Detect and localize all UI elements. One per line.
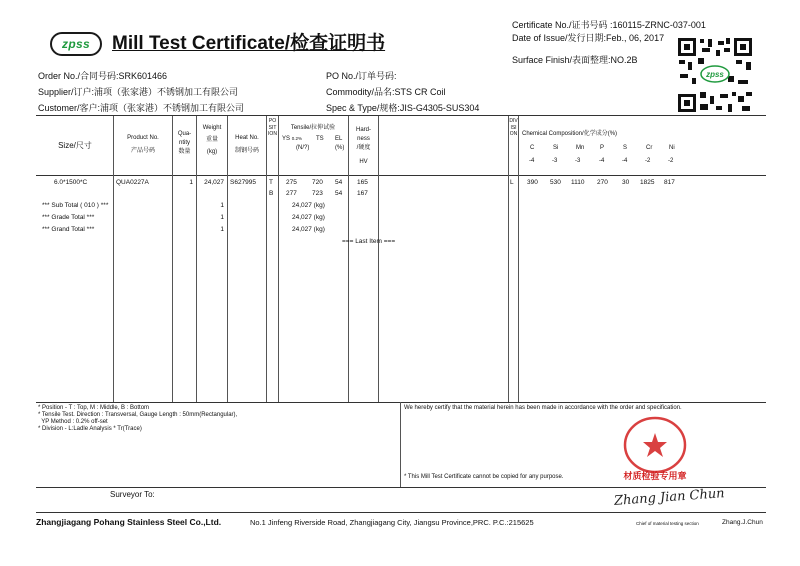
sub-total-label: *** Sub Total ( 010 ) *** (42, 202, 109, 209)
quantity-cell: 1 (189, 179, 193, 186)
date-of-issue (512, 31, 664, 44)
chem-value: 270 (597, 179, 608, 186)
chem-element: Cr (646, 145, 653, 151)
heat-h1: Heat No. (235, 135, 259, 141)
ts-cell: 720 (312, 179, 323, 186)
hard-h1: Hard- (355, 127, 371, 133)
spec-label: Spec & Type/规格: (326, 103, 400, 113)
certify-statement: We hereby certify that the material herein has been made in accordance with the order and specification. (404, 405, 682, 411)
company-address: No.1 Jinfeng Riverside Road, Zhangjiagang City, Jiangsu Province,PRC. P.C.:215625 (250, 518, 534, 527)
chem-exponent: -3 (552, 158, 558, 164)
qty-h3: 数量 (178, 149, 191, 155)
supplier-value: 浦项（张家港）不锈钢加工有限公司 (94, 87, 239, 97)
order-no (38, 69, 167, 82)
position-cell: B (269, 190, 274, 197)
grade-total-qty: 1 (220, 214, 224, 221)
grand-total-qty: 1 (220, 226, 224, 233)
commodity-label: Commodity/品名: (326, 87, 395, 97)
tensile-header: Tensile/拉伸试验 (290, 125, 336, 131)
chem-value: 1110 (571, 179, 585, 186)
surface-finish (512, 53, 638, 66)
ys-label: YS (282, 136, 291, 142)
hardness-header (349, 126, 378, 167)
qty-h1: Qua- (177, 131, 192, 137)
position-cell: T (269, 179, 273, 186)
quantity-header (173, 130, 196, 157)
note-yp: YP Method : 0.2% off-set (38, 419, 108, 425)
ts-header: TS (316, 136, 324, 142)
ys-sub: 0.2% (291, 136, 302, 141)
weight-h1: Weight (202, 125, 222, 131)
hard-h3: /硬度 (356, 145, 371, 151)
commodity-value: STS CR Coil (394, 87, 446, 97)
tensile-unit: (N/?) (296, 145, 310, 151)
grade-total-weight: 24,027 (kg) (292, 214, 325, 221)
chem-value: 817 (664, 179, 675, 186)
chem-exponent: -4 (529, 158, 535, 164)
certificate-no-label: Certificate No./证书号码 : (512, 20, 613, 30)
customer-label: Customer/客户: (38, 103, 101, 113)
chief-title: Chief of material testing section (636, 521, 699, 526)
ys-cell: 277 (286, 190, 297, 197)
sub-total-weight: 24,027 (kg) (292, 202, 325, 209)
surface-label: Surface Finish/表面整理: (512, 55, 611, 65)
spec-value: JIS-G4305-SUS304 (399, 103, 480, 113)
chem-value: 1825 (640, 179, 655, 186)
chem-exponent: -4 (622, 158, 628, 164)
grand-total-weight: 24,027 (kg) (292, 226, 325, 233)
chief-name: Zhang.J.Chun (722, 519, 763, 526)
document-title: Mill Test Certificate/检查证明书 (112, 33, 386, 54)
chem-element: S (623, 145, 628, 151)
size-header: Size/尺寸 (58, 141, 92, 150)
chem-element: P (600, 145, 605, 151)
po-no (326, 69, 397, 82)
chem-exponent: -3 (575, 158, 581, 164)
surveyor-label: Surveyor To: (110, 490, 155, 499)
last-item-marker: === Last Item === (342, 238, 396, 245)
hard-h2: ness (357, 136, 370, 142)
date-label: Date of Issue/发行日期: (512, 33, 607, 43)
hardness-cell: 167 (357, 190, 368, 197)
product-header (114, 134, 172, 156)
chem-exponent: -4 (599, 158, 605, 164)
division-cell: L (510, 179, 514, 186)
hardness-cell: 165 (357, 179, 368, 186)
chem-exponent: -2 (668, 158, 674, 164)
division-header: DIVISION (509, 118, 518, 137)
sub-total-qty: 1 (220, 202, 224, 209)
note-tensile: * Tensile Test. Direction : Transversal, Gauge Length : 50mm(Rectangular), (38, 412, 238, 418)
ys-header (282, 136, 302, 142)
hard-h4: HV (359, 159, 368, 165)
chem-element: C (530, 145, 535, 151)
ts-cell: 723 (312, 190, 323, 197)
qty-h2: ntity (178, 140, 190, 146)
el-cell: 54 (335, 190, 343, 197)
certificate-no-value: 160115-ZRNC-037-001 (612, 20, 706, 30)
supplier-label: Supplier/订户: (38, 87, 95, 97)
commodity (326, 85, 446, 98)
date-value: Feb., 06, 2017 (606, 33, 665, 43)
weight-h3: (kg) (206, 149, 218, 155)
qr-code (676, 36, 754, 114)
heat-cell: S627995 (230, 179, 257, 186)
chem-value: 30 (622, 179, 630, 186)
spec-type (326, 101, 479, 114)
customer-value: 浦项（张家港）不锈钢加工有限公司 (100, 103, 245, 113)
note-division: * Division - L:Ladle Analysis * Tr(Trace) (38, 426, 142, 432)
product-header-cn: 产品号码 (130, 148, 155, 154)
red-seal-stamp (618, 415, 692, 483)
chemical-header: Chemical Composition/化学成分(%) (522, 131, 618, 137)
order-label: Order No./合同号码: (38, 71, 119, 81)
order-value: SRK601466 (118, 71, 168, 81)
el-unit: (%) (335, 145, 345, 151)
position-header: POSITION (268, 118, 277, 137)
weight-header (197, 124, 227, 157)
handwritten-signature: Zhang Jian Chun (613, 486, 726, 509)
weight-cell: 24,027 (204, 179, 224, 186)
grade-total-label: *** Grade Total *** (42, 214, 95, 221)
stamp-text: 材质检验专用章 (623, 472, 687, 482)
logo-text: zpss (62, 37, 90, 51)
chem-element: Si (553, 145, 559, 151)
po-label: PO No./订单号码: (326, 71, 397, 81)
copy-notice: * This Mill Test Certificate cannot be copied for any purpose. (404, 474, 564, 480)
chem-value: 530 (550, 179, 561, 186)
zpss-logo (50, 32, 102, 56)
qr-logo-text: zpss (706, 70, 724, 79)
customer (38, 101, 244, 114)
product-cell: QUA0227A (116, 179, 149, 186)
product-header-en: Product No. (127, 135, 159, 141)
chem-element: Ni (669, 145, 675, 151)
chem-element: Mn (576, 145, 585, 151)
supplier (38, 85, 238, 98)
chem-value: 390 (527, 179, 538, 186)
size-cell: 6.0*1500*C (54, 179, 88, 186)
ys-cell: 275 (286, 179, 297, 186)
el-cell: 54 (335, 179, 343, 186)
heat-header (228, 134, 266, 156)
weight-h2: 重量 (205, 137, 218, 143)
company-name: Zhangjiagang Pohang Stainless Steel Co.,Ltd. (36, 517, 222, 527)
chem-exponent: -2 (645, 158, 651, 164)
heat-h2: 制钢号码 (234, 148, 259, 154)
surface-value: NO.2B (610, 55, 638, 65)
el-header: EL (335, 136, 343, 142)
note-position: * Position - T : Top, M : Middle, B : Bottom (38, 405, 150, 411)
certificate-no (512, 18, 706, 31)
grand-total-label: *** Grand Total *** (42, 226, 95, 233)
